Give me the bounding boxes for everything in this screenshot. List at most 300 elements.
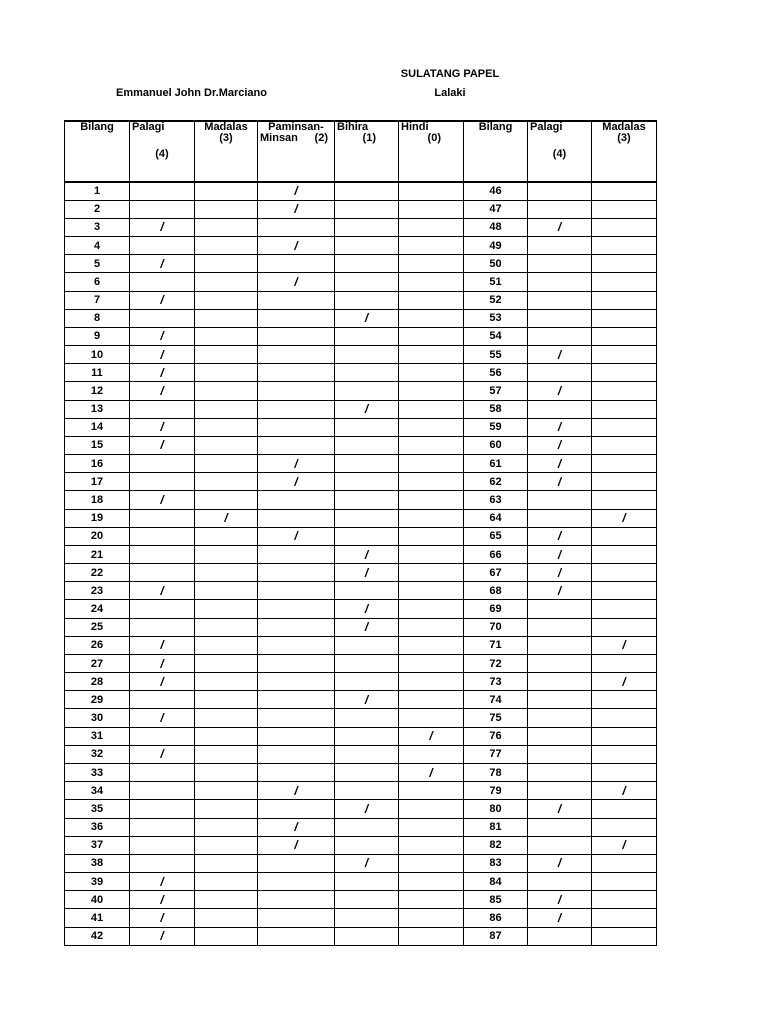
item-number: 69 — [464, 600, 528, 618]
response-cell-bihira — [335, 509, 399, 527]
response-cell-hindi — [399, 564, 464, 582]
item-number: 66 — [464, 545, 528, 563]
response-cell-madalas — [195, 654, 258, 672]
response-cell-palagi: / — [528, 582, 592, 600]
response-cell-madalas — [592, 382, 657, 400]
response-cell-hindi: / — [399, 764, 464, 782]
response-cell-palagi: / — [528, 854, 592, 872]
item-number: 4 — [65, 237, 130, 255]
table-row — [65, 382, 657, 400]
table-row — [65, 727, 657, 745]
response-cell-madalas — [195, 309, 258, 327]
response-cell-bihira — [335, 782, 399, 800]
response-cell-palagi: / — [528, 418, 592, 436]
response-cell-palagi — [528, 273, 592, 291]
response-cell-madalas — [195, 255, 258, 273]
response-cell-bihira: / — [335, 618, 399, 636]
response-cell-madalas — [195, 400, 258, 418]
col-bilang: Bilang — [65, 121, 130, 182]
response-cell-hindi — [399, 418, 464, 436]
sheet-title: SULATANG PAPEL — [400, 68, 500, 80]
response-cell-palagi — [130, 237, 195, 255]
survey-table — [64, 120, 657, 946]
response-cell-palagi — [528, 491, 592, 509]
response-cell-madalas — [195, 891, 258, 909]
item-number: 80 — [464, 800, 528, 818]
response-cell-palagi: / — [130, 436, 195, 454]
response-cell-palagi: / — [130, 491, 195, 509]
response-cell-hindi — [399, 309, 464, 327]
response-cell-paminsan — [258, 436, 335, 454]
response-cell-bihira: / — [335, 691, 399, 709]
item-number: 36 — [65, 818, 130, 836]
item-number: 22 — [65, 564, 130, 582]
item-number: 19 — [65, 509, 130, 527]
response-cell-palagi — [130, 818, 195, 836]
response-cell-madalas — [195, 418, 258, 436]
item-number: 84 — [464, 873, 528, 891]
response-cell-hindi — [399, 854, 464, 872]
response-cell-paminsan: / — [258, 818, 335, 836]
response-cell-palagi: / — [130, 582, 195, 600]
item-number: 78 — [464, 764, 528, 782]
table-row — [65, 400, 657, 418]
response-cell-madalas — [195, 800, 258, 818]
response-cell-madalas — [195, 491, 258, 509]
response-cell-bihira: / — [335, 545, 399, 563]
response-cell-paminsan — [258, 891, 335, 909]
item-number: 59 — [464, 418, 528, 436]
table-row — [65, 491, 657, 509]
item-number: 38 — [65, 854, 130, 872]
response-cell-palagi — [528, 255, 592, 273]
response-cell-palagi: / — [528, 564, 592, 582]
response-cell-bihira — [335, 836, 399, 854]
response-cell-madalas — [195, 473, 258, 491]
item-number: 13 — [65, 400, 130, 418]
response-cell-bihira — [335, 436, 399, 454]
table-row — [65, 691, 657, 709]
table-row — [65, 473, 657, 491]
table-row — [65, 582, 657, 600]
response-cell-palagi: / — [130, 291, 195, 309]
item-number: 30 — [65, 709, 130, 727]
response-cell-paminsan — [258, 582, 335, 600]
response-cell-madalas: / — [592, 673, 657, 691]
response-cell-madalas — [195, 636, 258, 654]
item-number: 71 — [464, 636, 528, 654]
item-number: 65 — [464, 527, 528, 545]
response-cell-hindi — [399, 218, 464, 236]
item-number: 82 — [464, 836, 528, 854]
response-cell-bihira — [335, 709, 399, 727]
response-cell-paminsan — [258, 654, 335, 672]
response-cell-madalas — [195, 745, 258, 763]
table-row — [65, 709, 657, 727]
response-cell-madalas — [592, 418, 657, 436]
item-number: 35 — [65, 800, 130, 818]
response-cell-palagi: / — [130, 218, 195, 236]
response-cell-palagi — [528, 927, 592, 945]
item-number: 86 — [464, 909, 528, 927]
item-number: 21 — [65, 545, 130, 563]
response-cell-palagi: / — [130, 382, 195, 400]
response-cell-hindi — [399, 455, 464, 473]
response-cell-madalas — [195, 909, 258, 927]
item-number: 18 — [65, 491, 130, 509]
response-cell-paminsan — [258, 600, 335, 618]
response-cell-hindi — [399, 673, 464, 691]
response-cell-hindi — [399, 891, 464, 909]
response-cell-palagi — [528, 509, 592, 527]
response-cell-madalas — [195, 873, 258, 891]
response-cell-paminsan — [258, 745, 335, 763]
table-row — [65, 218, 657, 236]
response-cell-madalas — [592, 564, 657, 582]
response-cell-paminsan: / — [258, 473, 335, 491]
response-cell-hindi: / — [399, 727, 464, 745]
table-row — [65, 873, 657, 891]
response-cell-hindi — [399, 473, 464, 491]
item-number: 40 — [65, 891, 130, 909]
response-cell-hindi — [399, 654, 464, 672]
response-cell-palagi — [528, 836, 592, 854]
response-cell-madalas — [195, 818, 258, 836]
response-cell-palagi: / — [130, 364, 195, 382]
response-cell-bihira — [335, 527, 399, 545]
response-cell-paminsan — [258, 327, 335, 345]
response-cell-madalas — [592, 346, 657, 364]
response-cell-paminsan — [258, 400, 335, 418]
response-cell-paminsan — [258, 800, 335, 818]
response-cell-paminsan — [258, 854, 335, 872]
item-number: 55 — [464, 346, 528, 364]
response-cell-paminsan — [258, 909, 335, 927]
item-number: 53 — [464, 309, 528, 327]
col-hindi: Hindi (0) — [399, 121, 464, 182]
response-cell-palagi — [130, 400, 195, 418]
table-row — [65, 255, 657, 273]
response-cell-palagi: / — [130, 909, 195, 927]
response-cell-palagi — [130, 836, 195, 854]
table-row — [65, 618, 657, 636]
response-cell-palagi — [130, 764, 195, 782]
response-cell-palagi — [528, 764, 592, 782]
item-number: 28 — [65, 673, 130, 691]
response-cell-palagi — [528, 709, 592, 727]
response-cell-hindi — [399, 873, 464, 891]
item-number: 17 — [65, 473, 130, 491]
response-cell-palagi — [130, 273, 195, 291]
response-cell-palagi: / — [528, 218, 592, 236]
response-cell-palagi: / — [528, 800, 592, 818]
response-cell-madalas — [592, 745, 657, 763]
item-number: 32 — [65, 745, 130, 763]
item-number: 6 — [65, 273, 130, 291]
item-number: 27 — [65, 654, 130, 672]
response-cell-paminsan — [258, 764, 335, 782]
response-cell-hindi — [399, 273, 464, 291]
item-number: 11 — [65, 364, 130, 382]
response-cell-madalas — [592, 654, 657, 672]
item-number: 47 — [464, 200, 528, 218]
item-number: 87 — [464, 927, 528, 945]
response-cell-bihira — [335, 455, 399, 473]
response-cell-palagi: / — [130, 654, 195, 672]
response-cell-hindi — [399, 691, 464, 709]
table-row — [65, 545, 657, 563]
item-number: 41 — [65, 909, 130, 927]
response-cell-paminsan — [258, 673, 335, 691]
response-cell-bihira — [335, 873, 399, 891]
col-bihira: Bihira (1) — [335, 121, 399, 182]
response-cell-hindi — [399, 927, 464, 945]
response-cell-hindi — [399, 527, 464, 545]
response-cell-paminsan — [258, 709, 335, 727]
response-cell-palagi — [130, 564, 195, 582]
response-cell-paminsan — [258, 364, 335, 382]
table-row — [65, 854, 657, 872]
response-cell-madalas — [592, 473, 657, 491]
response-cell-paminsan — [258, 727, 335, 745]
table-row — [65, 636, 657, 654]
table-row — [65, 436, 657, 454]
item-number: 5 — [65, 255, 130, 273]
response-cell-madalas — [195, 582, 258, 600]
response-cell-bihira — [335, 182, 399, 200]
response-cell-paminsan — [258, 218, 335, 236]
response-cell-hindi — [399, 436, 464, 454]
response-cell-palagi — [130, 782, 195, 800]
response-cell-bihira — [335, 636, 399, 654]
response-cell-madalas — [592, 891, 657, 909]
response-cell-palagi — [528, 400, 592, 418]
response-cell-palagi: / — [130, 673, 195, 691]
item-number: 60 — [464, 436, 528, 454]
table-row — [65, 418, 657, 436]
response-cell-madalas — [592, 727, 657, 745]
response-cell-bihira — [335, 818, 399, 836]
response-cell-palagi — [130, 455, 195, 473]
col-palagi-right: Palagi (4) — [528, 121, 592, 182]
response-cell-palagi — [528, 654, 592, 672]
response-cell-palagi — [130, 509, 195, 527]
response-cell-palagi: / — [130, 636, 195, 654]
item-number: 24 — [65, 600, 130, 618]
item-number: 2 — [65, 200, 130, 218]
response-cell-bihira — [335, 418, 399, 436]
response-cell-madalas — [592, 400, 657, 418]
response-cell-palagi: / — [528, 436, 592, 454]
col-paminsan: Paminsan- Minsan (2) — [258, 121, 335, 182]
item-number: 50 — [464, 255, 528, 273]
response-cell-palagi: / — [528, 527, 592, 545]
response-cell-paminsan — [258, 545, 335, 563]
response-cell-paminsan: / — [258, 237, 335, 255]
response-cell-palagi: / — [130, 327, 195, 345]
item-number: 33 — [65, 764, 130, 782]
response-cell-palagi: / — [130, 927, 195, 945]
response-cell-palagi — [130, 600, 195, 618]
item-number: 26 — [65, 636, 130, 654]
item-number: 79 — [464, 782, 528, 800]
table-row — [65, 764, 657, 782]
item-number: 68 — [464, 582, 528, 600]
response-cell-palagi: / — [528, 382, 592, 400]
response-cell-paminsan: / — [258, 273, 335, 291]
response-cell-palagi — [528, 327, 592, 345]
response-cell-hindi — [399, 709, 464, 727]
item-number: 76 — [464, 727, 528, 745]
response-cell-hindi — [399, 491, 464, 509]
response-cell-palagi — [528, 745, 592, 763]
response-cell-paminsan — [258, 636, 335, 654]
response-cell-bihira — [335, 255, 399, 273]
response-cell-palagi — [528, 782, 592, 800]
response-cell-hindi — [399, 200, 464, 218]
header-row — [65, 121, 657, 182]
response-cell-palagi — [130, 473, 195, 491]
table-row — [65, 346, 657, 364]
response-cell-hindi — [399, 545, 464, 563]
response-cell-madalas — [592, 600, 657, 618]
response-cell-bihira — [335, 891, 399, 909]
response-cell-hindi — [399, 237, 464, 255]
item-number: 7 — [65, 291, 130, 309]
response-cell-madalas — [195, 927, 258, 945]
item-number: 10 — [65, 346, 130, 364]
response-cell-palagi: / — [130, 709, 195, 727]
table-row — [65, 782, 657, 800]
item-number: 64 — [464, 509, 528, 527]
item-number: 37 — [65, 836, 130, 854]
response-cell-palagi: / — [528, 473, 592, 491]
response-cell-palagi — [528, 200, 592, 218]
item-number: 14 — [65, 418, 130, 436]
table-row — [65, 564, 657, 582]
response-cell-hindi — [399, 255, 464, 273]
item-number: 70 — [464, 618, 528, 636]
response-cell-madalas — [195, 182, 258, 200]
response-cell-madalas — [195, 527, 258, 545]
table-row — [65, 327, 657, 345]
response-cell-madalas — [592, 800, 657, 818]
item-number: 46 — [464, 182, 528, 200]
table-row — [65, 455, 657, 473]
response-cell-hindi — [399, 364, 464, 382]
response-cell-palagi: / — [528, 346, 592, 364]
response-cell-hindi — [399, 636, 464, 654]
response-cell-madalas — [195, 727, 258, 745]
response-cell-madalas — [195, 764, 258, 782]
response-cell-madalas — [592, 364, 657, 382]
response-cell-madalas — [195, 600, 258, 618]
item-number: 20 — [65, 527, 130, 545]
item-number: 72 — [464, 654, 528, 672]
response-cell-madalas — [592, 618, 657, 636]
response-cell-palagi: / — [528, 891, 592, 909]
col-palagi: Palagi (4) — [130, 121, 195, 182]
response-cell-paminsan: / — [258, 782, 335, 800]
response-cell-paminsan: / — [258, 836, 335, 854]
item-number: 12 — [65, 382, 130, 400]
response-cell-madalas — [195, 691, 258, 709]
response-cell-palagi — [528, 291, 592, 309]
response-cell-palagi: / — [528, 545, 592, 563]
response-cell-palagi — [528, 600, 592, 618]
response-cell-madalas — [592, 909, 657, 927]
response-cell-palagi — [528, 673, 592, 691]
response-cell-hindi — [399, 836, 464, 854]
table-row — [65, 182, 657, 200]
response-cell-madalas — [592, 273, 657, 291]
student-name: Emmanuel John Dr.Marciano — [116, 87, 267, 99]
response-cell-madalas — [195, 709, 258, 727]
response-cell-bihira: / — [335, 800, 399, 818]
col-madalas-right: Madalas (3) — [592, 121, 657, 182]
table-row — [65, 200, 657, 218]
item-number: 9 — [65, 327, 130, 345]
response-cell-paminsan — [258, 509, 335, 527]
response-cell-paminsan — [258, 564, 335, 582]
response-cell-paminsan — [258, 691, 335, 709]
table-row — [65, 909, 657, 927]
item-number: 63 — [464, 491, 528, 509]
response-cell-bihira: / — [335, 854, 399, 872]
item-number: 77 — [464, 745, 528, 763]
item-number: 8 — [65, 309, 130, 327]
response-cell-palagi: / — [528, 455, 592, 473]
response-cell-palagi — [528, 818, 592, 836]
response-cell-madalas — [592, 309, 657, 327]
response-cell-bihira: / — [335, 564, 399, 582]
response-cell-bihira — [335, 745, 399, 763]
item-number: 3 — [65, 218, 130, 236]
table-row — [65, 891, 657, 909]
response-cell-hindi — [399, 400, 464, 418]
response-cell-palagi: / — [130, 873, 195, 891]
response-cell-madalas — [195, 564, 258, 582]
response-cell-madalas — [195, 346, 258, 364]
response-cell-madalas — [195, 455, 258, 473]
table-row — [65, 673, 657, 691]
item-number: 56 — [464, 364, 528, 382]
response-cell-madalas — [592, 854, 657, 872]
response-cell-palagi — [528, 364, 592, 382]
table-row — [65, 654, 657, 672]
response-cell-bihira — [335, 764, 399, 782]
response-cell-madalas — [592, 218, 657, 236]
response-cell-palagi — [528, 727, 592, 745]
response-cell-paminsan — [258, 346, 335, 364]
item-number: 54 — [464, 327, 528, 345]
response-cell-madalas — [592, 582, 657, 600]
response-cell-palagi — [528, 237, 592, 255]
response-cell-bihira — [335, 382, 399, 400]
response-cell-palagi — [528, 309, 592, 327]
response-cell-palagi — [130, 854, 195, 872]
response-cell-palagi — [130, 200, 195, 218]
sheet-subtitle: Lalaki — [434, 87, 466, 99]
item-number: 23 — [65, 582, 130, 600]
response-cell-bihira: / — [335, 400, 399, 418]
response-cell-paminsan — [258, 491, 335, 509]
response-cell-bihira: / — [335, 600, 399, 618]
response-cell-madalas — [592, 764, 657, 782]
response-cell-hindi — [399, 800, 464, 818]
response-cell-bihira — [335, 582, 399, 600]
response-cell-madalas — [195, 364, 258, 382]
